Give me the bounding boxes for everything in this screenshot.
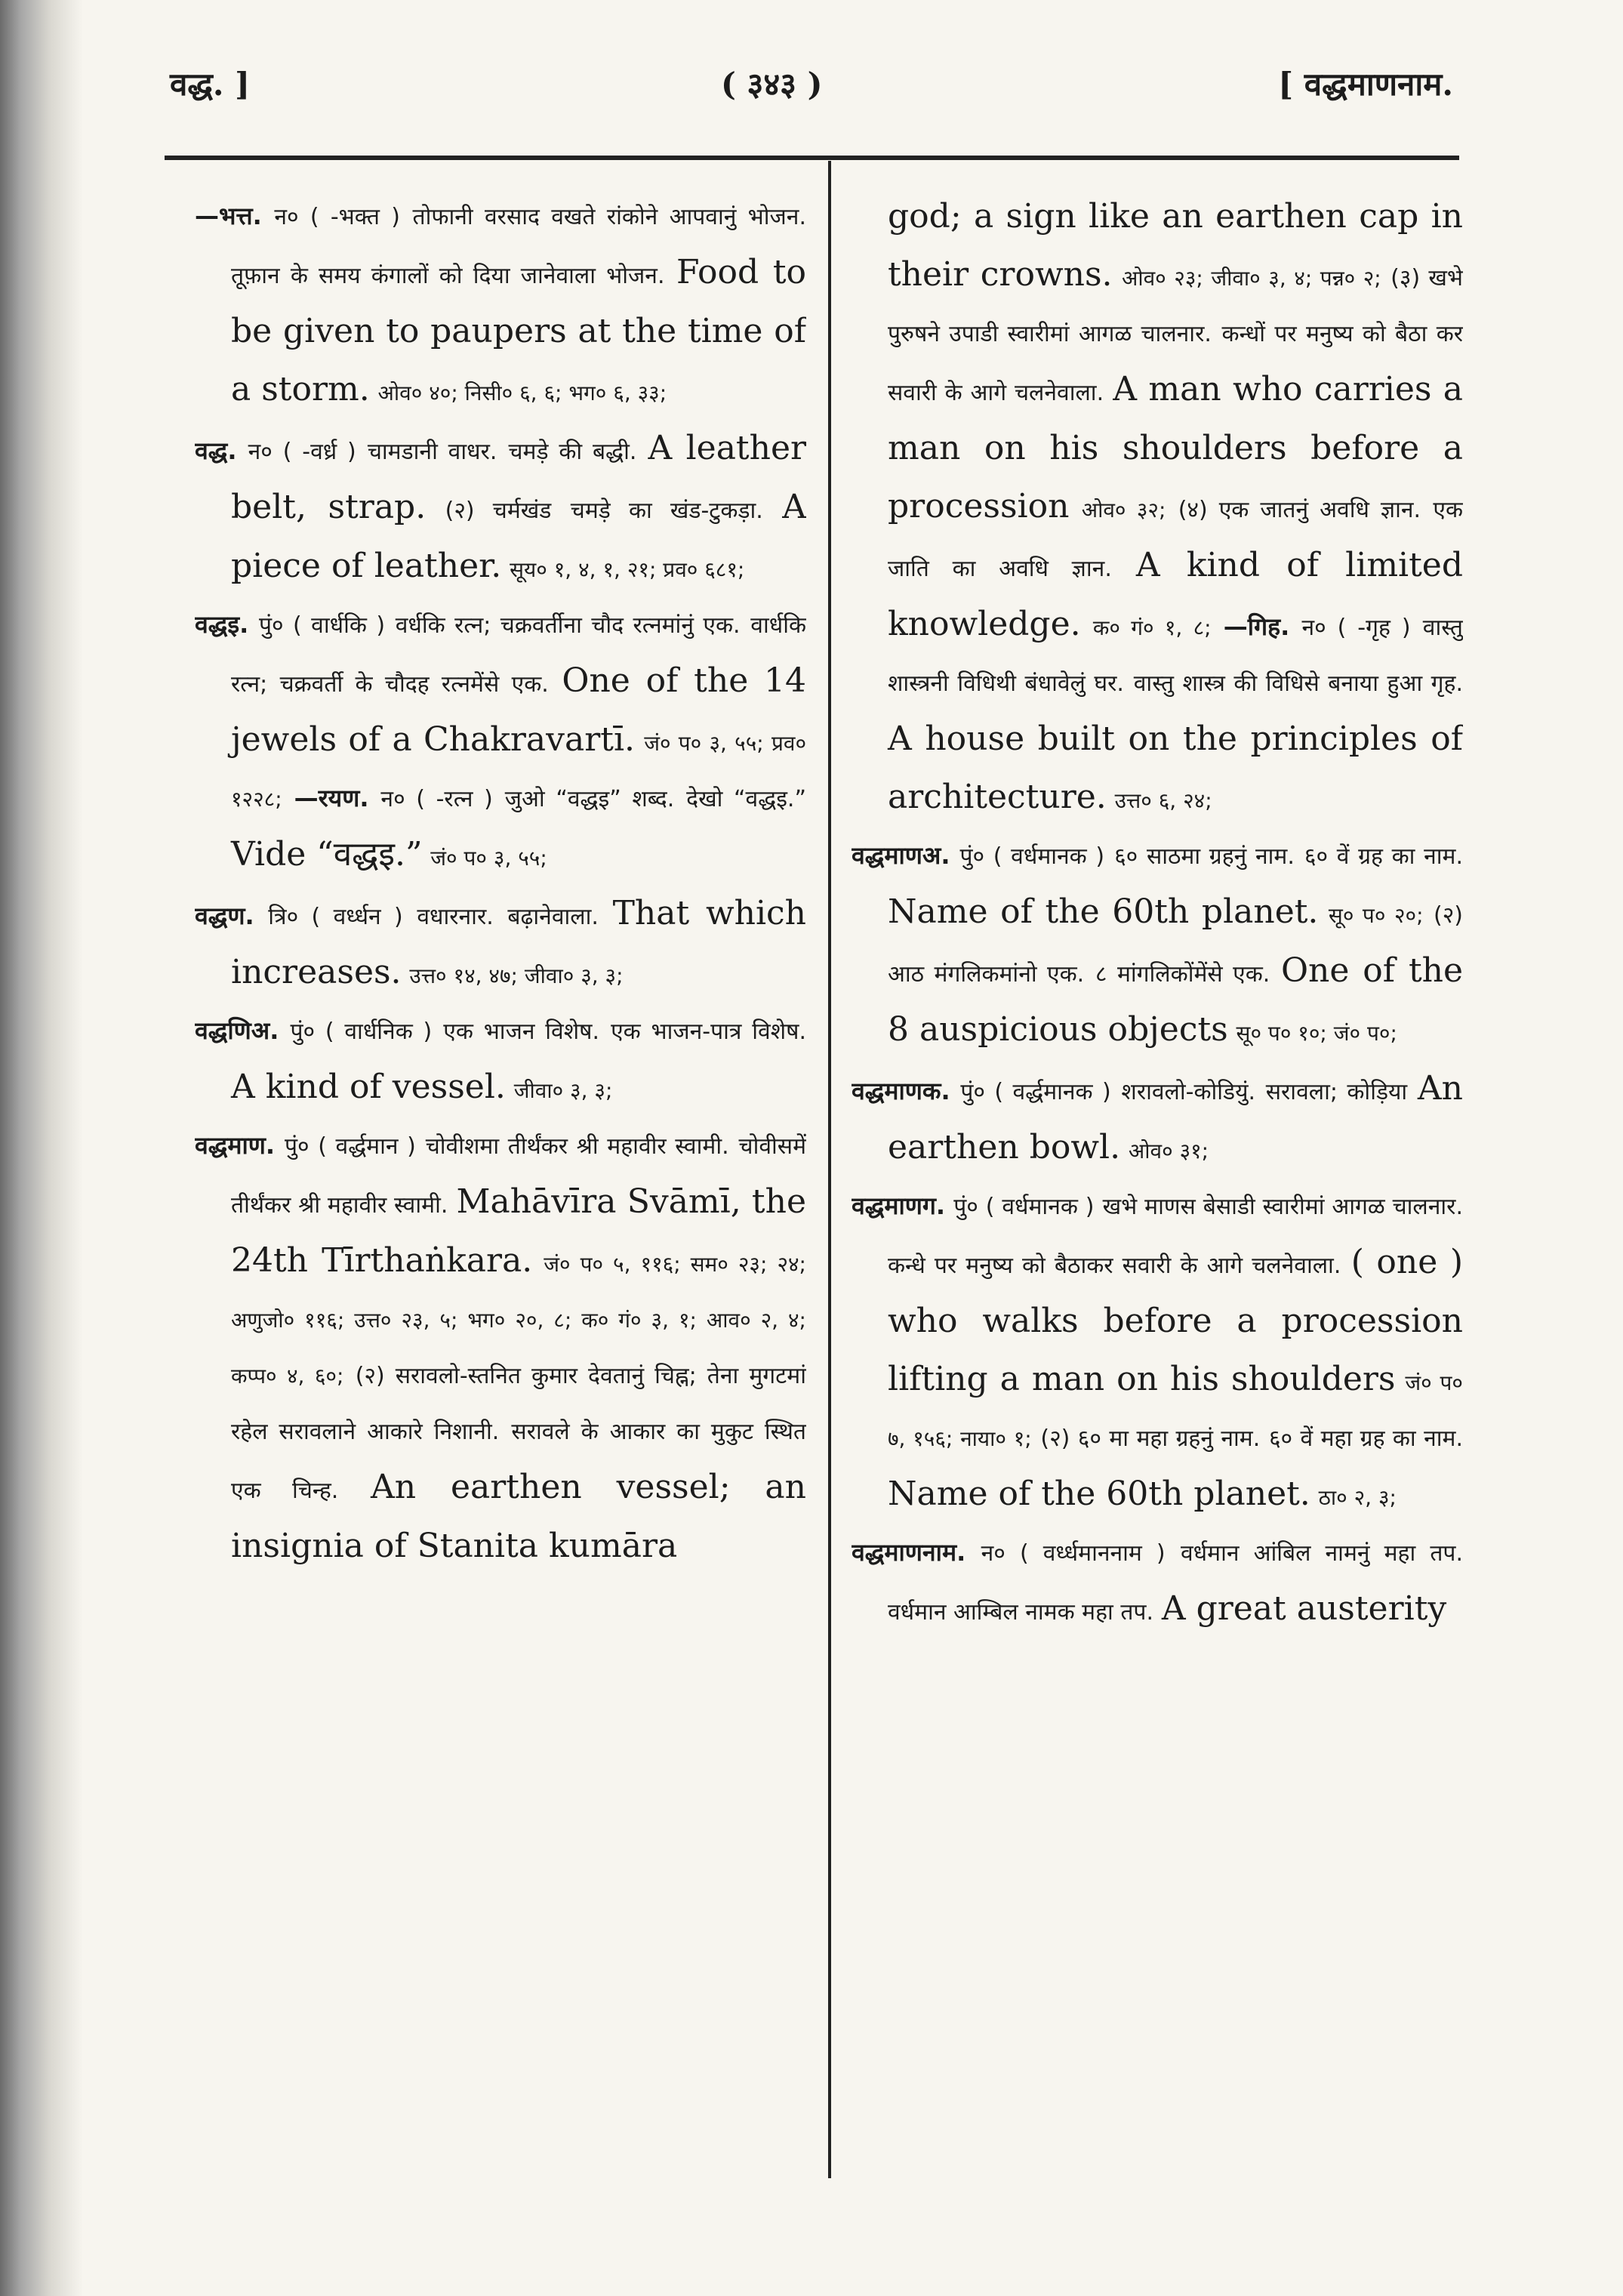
gujarati-meaning: वर्धमान आंबिल नामनुं महा तप. xyxy=(1181,1540,1463,1567)
grammar: पुं० ( वर्धमानक ) xyxy=(953,1194,1095,1220)
references-3: क० गं० १, ८; xyxy=(1092,615,1212,640)
english-meaning: One of the 14 jewels of a Chakravartī. xyxy=(231,661,806,759)
headword: —भत्त. xyxy=(195,202,262,230)
grammar: न० ( -वर्ध्र ) xyxy=(248,439,356,465)
hindi-meaning-2: ८ मांगलिकोंमेंसे एक. xyxy=(1095,961,1270,988)
header-page-number: ( ३४३ ) xyxy=(721,66,823,103)
references-2: सू० प० १०; जं० प०; xyxy=(1236,1021,1397,1046)
gujarati-meaning: वधारनार. xyxy=(417,904,494,930)
gujarati-meaning-2: (३) खभे पुरुषने उपाडी स्वारीमां आगळ चालनार. xyxy=(888,265,1463,347)
references: जीवा० ३, ३; xyxy=(513,1078,613,1103)
english-meaning-2: A man who carries a man on his shoulders before a procession xyxy=(888,370,1463,525)
references: जं० प० ३, ५५; प्रव० १२२८; xyxy=(231,731,806,812)
english-meaning: A great austerity xyxy=(1161,1589,1447,1628)
entry-vaddhamanak xyxy=(852,1061,1463,1179)
entry-vaddhania xyxy=(195,1003,806,1118)
english-meaning: Food to be given to paupers at the time of a storm. xyxy=(231,253,806,408)
hindi-meaning-3: एक जाति का अवधि ज्ञान. xyxy=(888,497,1463,582)
headword: वद्ध. xyxy=(195,436,237,465)
references-2: ओव० ३२; xyxy=(1081,498,1166,522)
english-meaning: An earthen bowl. xyxy=(888,1069,1463,1166)
column-divider xyxy=(828,161,831,2178)
hindi-meaning: वर्धमान आम्बिल नामक महा तप. xyxy=(888,1599,1154,1626)
headword: वद्धमाणनाम. xyxy=(852,1538,966,1567)
gujarati-meaning: तोफानी वरसाद वखते रांकोने आपवानुं भोजन. xyxy=(412,204,806,230)
sub-hindi-meaning: वास्तु शास्त्र की विधिसे बनाया हुआ गृह. xyxy=(1133,670,1463,697)
headword: वद्धमाणक. xyxy=(852,1077,950,1105)
gujarati-meaning: वर्धकि रत्न; चक्रवर्तीना चौद रत्नमांनुं एक. xyxy=(395,612,741,639)
grammar: त्रि० ( वर्ध्धन ) xyxy=(268,904,403,930)
headword: वद्धण. xyxy=(195,901,254,930)
page-header xyxy=(170,62,1453,115)
grammar: न० ( वर्ध्धमाननाम ) xyxy=(981,1540,1166,1567)
hindi-meaning: सरावला; कोड़िया xyxy=(1265,1079,1408,1105)
english-meaning: Name of the 60th planet. xyxy=(888,892,1319,931)
gujarati-meaning-2: (२) सरावलो-स्तनित कुमार देवतानुं चिह्न; तेना मुगटमां रहेल सरावलाने आकारे निशानी. xyxy=(231,1363,806,1445)
grammar: पुं० ( वर्द्धमानक ) xyxy=(960,1079,1111,1105)
entry-vaddhana xyxy=(195,886,806,1003)
references: उत्त० १४, ४७; जीवा० ३, ३; xyxy=(409,963,624,988)
hindi-meaning: कन्धे पर मनुष्य को बैठाकर सवारी के आगे चलनेवाला. xyxy=(888,1253,1341,1279)
english-meaning: Mahāvīra Svāmī, the 24th Tīrthaṅkara. xyxy=(231,1182,806,1280)
header-right-guideword: [ वद्धमाणनाम. xyxy=(1278,66,1453,103)
left-column xyxy=(195,189,806,2227)
header-left-guideword: वद्ध. ] xyxy=(170,66,251,103)
sub-headword: —गिह. xyxy=(1223,612,1290,641)
hindi-meaning-2: ६० वें महा ग्रह का नाम. xyxy=(1268,1425,1463,1452)
headword: वद्धइ. xyxy=(195,610,249,639)
grammar: पुं० ( वर्द्धमान ) xyxy=(284,1133,416,1160)
right-column xyxy=(852,189,1463,2227)
gujarati-meaning: एक भाजन विशेष. xyxy=(443,1019,600,1045)
references: जं० प० ५, ११६; सम० २३; २४; अणुजो० ११६; उत्त० २३, ५; भग० २०, ८; क० गं० ३, १; आव० २, ४; कप्प० ४, ६०; xyxy=(231,1252,806,1388)
sub-references: जं० प० ३, ५५; xyxy=(430,846,547,871)
english-meaning: ( one ) who walks before a procession lifting a man on his shoulders xyxy=(888,1243,1463,1398)
sub-english-meaning: A house built on the principles of architecture. xyxy=(888,720,1463,816)
english-meaning: god; a sign like an earthen cap in their crowns. xyxy=(888,197,1463,294)
hindi-meaning-2: सरावले के आकार का मुकुट स्थित एक चिन्ह. xyxy=(231,1419,806,1504)
sub-english-meaning: Vide “वद्धइ.” xyxy=(231,835,423,874)
english-meaning-2: A piece of leather. xyxy=(231,488,806,585)
headword: वद्धणिअ. xyxy=(195,1016,279,1045)
references: सूय० १, ४, १, २१; प्रव० ६८१; xyxy=(510,557,745,582)
references-2: ठा० २, ३; xyxy=(1318,1485,1397,1510)
sub-headword: —रयण. xyxy=(294,784,369,812)
references: जं० प० ७, १५६; नाया० १; xyxy=(888,1370,1463,1451)
gujarati-meaning-2: (२) आठ मंगलिकमांनो एक. xyxy=(888,902,1463,988)
entry-continuation xyxy=(852,189,1463,828)
references: ओव० ४०; निसी० ६, ६; भग० ६, ३३; xyxy=(377,381,667,405)
hindi-meaning: वार्धकि रत्न; चक्रवर्ती के चौदह रत्नमेंसे एक. xyxy=(231,612,806,698)
gujarati-meaning: खभे माणस बेसाडी स्वारीमां आगळ चालनार. xyxy=(1102,1194,1463,1220)
hindi-meaning: तूफ़ान के समय कंगालों को दिया जानेवाला भोजन. xyxy=(231,263,665,289)
hindi-meaning: बढ़ानेवाला. xyxy=(507,904,599,930)
hindi-meaning: चमड़े की बद्धी. xyxy=(508,439,637,465)
sub-hindi-meaning: देखो “वद्धइ.” xyxy=(686,786,806,812)
english-meaning: A leather belt, strap. xyxy=(231,429,806,526)
hindi-meaning: एक भाजन-पात्र विशेष. xyxy=(611,1019,806,1045)
headword: वद्धमाणअ. xyxy=(852,841,950,870)
entry-vaddhamanaa xyxy=(852,828,1463,1061)
gujarati-meaning-2: (२) चर्मखंड xyxy=(445,498,552,524)
hindi-meaning: चोवीसमें तीर्थंकर श्री महावीर स्वामी. xyxy=(231,1133,806,1219)
english-meaning-2: Name of the 60th planet. xyxy=(888,1475,1310,1513)
grammar: पुं० ( वर्धमानक ) xyxy=(959,843,1105,870)
grammar: पुं० ( वार्धनिक ) xyxy=(290,1019,433,1045)
hindi-meaning-2: चमड़े का खंड-टुकड़ा. xyxy=(570,498,763,524)
header-rule xyxy=(165,156,1459,160)
english-meaning-3: A kind of limited knowledge. xyxy=(888,546,1463,643)
english-meaning: A kind of vessel. xyxy=(231,1068,506,1106)
gujarati-meaning-3: (४) एक जातनुं अवधि ज्ञान. xyxy=(1178,497,1421,523)
entry-vaddhamana xyxy=(195,1118,806,1576)
headword: वद्धमाणग. xyxy=(852,1191,946,1220)
references: ओव० २३; जीवा० ३, ४; पन्न० २; xyxy=(1121,266,1381,291)
entry-vaddhamanag xyxy=(852,1179,1463,1525)
hindi-meaning-2: कन्धों पर मनुष्य को बैठा कर सवारी के आगे चलनेवाला. xyxy=(888,321,1463,406)
entry-bhatta xyxy=(195,189,806,421)
gujarati-meaning: चोवीशमा तीर्थंकर श्री महावीर स्वामी. xyxy=(425,1133,729,1160)
hindi-meaning: ६० वें ग्रह का नाम. xyxy=(1304,843,1463,870)
grammar: न० ( -भक्त ) xyxy=(274,204,400,230)
grammar: पुं० ( वार्धकि ) xyxy=(258,612,386,639)
english-meaning: That which increases. xyxy=(231,894,806,991)
book-binding-shadow xyxy=(0,0,83,2296)
gujarati-meaning-2: (२) ६० मा महा ग्रहनुं नाम. xyxy=(1040,1425,1261,1452)
sub-grammar: न० ( -रत्न ) xyxy=(380,786,493,812)
gujarati-meaning: ६० साठमा ग्रहनुं नाम. xyxy=(1114,843,1295,870)
references: सू० प० २०; xyxy=(1328,903,1424,928)
headword: वद्धमाण. xyxy=(195,1131,276,1160)
gujarati-meaning: चामडानी वाधर. xyxy=(367,439,497,465)
entry-vaddha xyxy=(195,421,806,597)
sub-grammar: न० ( -गृह ) xyxy=(1301,615,1411,641)
gujarati-meaning: शरावलो-कोडियुं. xyxy=(1121,1079,1256,1105)
english-meaning-2: An earthen vessel; an insignia of Stanita kumāra xyxy=(231,1468,806,1565)
entry-vaddhamananam xyxy=(852,1525,1463,1640)
sub-gujarati-meaning: जुओ “वद्धइ” शब्द. xyxy=(504,786,675,812)
english-meaning-2: One of the 8 auspicious objects xyxy=(888,951,1463,1049)
sub-gujarati-meaning: वास्तु शास्त्रनी विधिथी बंधावेलुं घर. xyxy=(888,615,1463,697)
references: ओव० ३१; xyxy=(1128,1139,1209,1163)
sub-references: उत्त० ६, २४; xyxy=(1114,788,1212,813)
entry-vaddhai xyxy=(195,597,806,886)
